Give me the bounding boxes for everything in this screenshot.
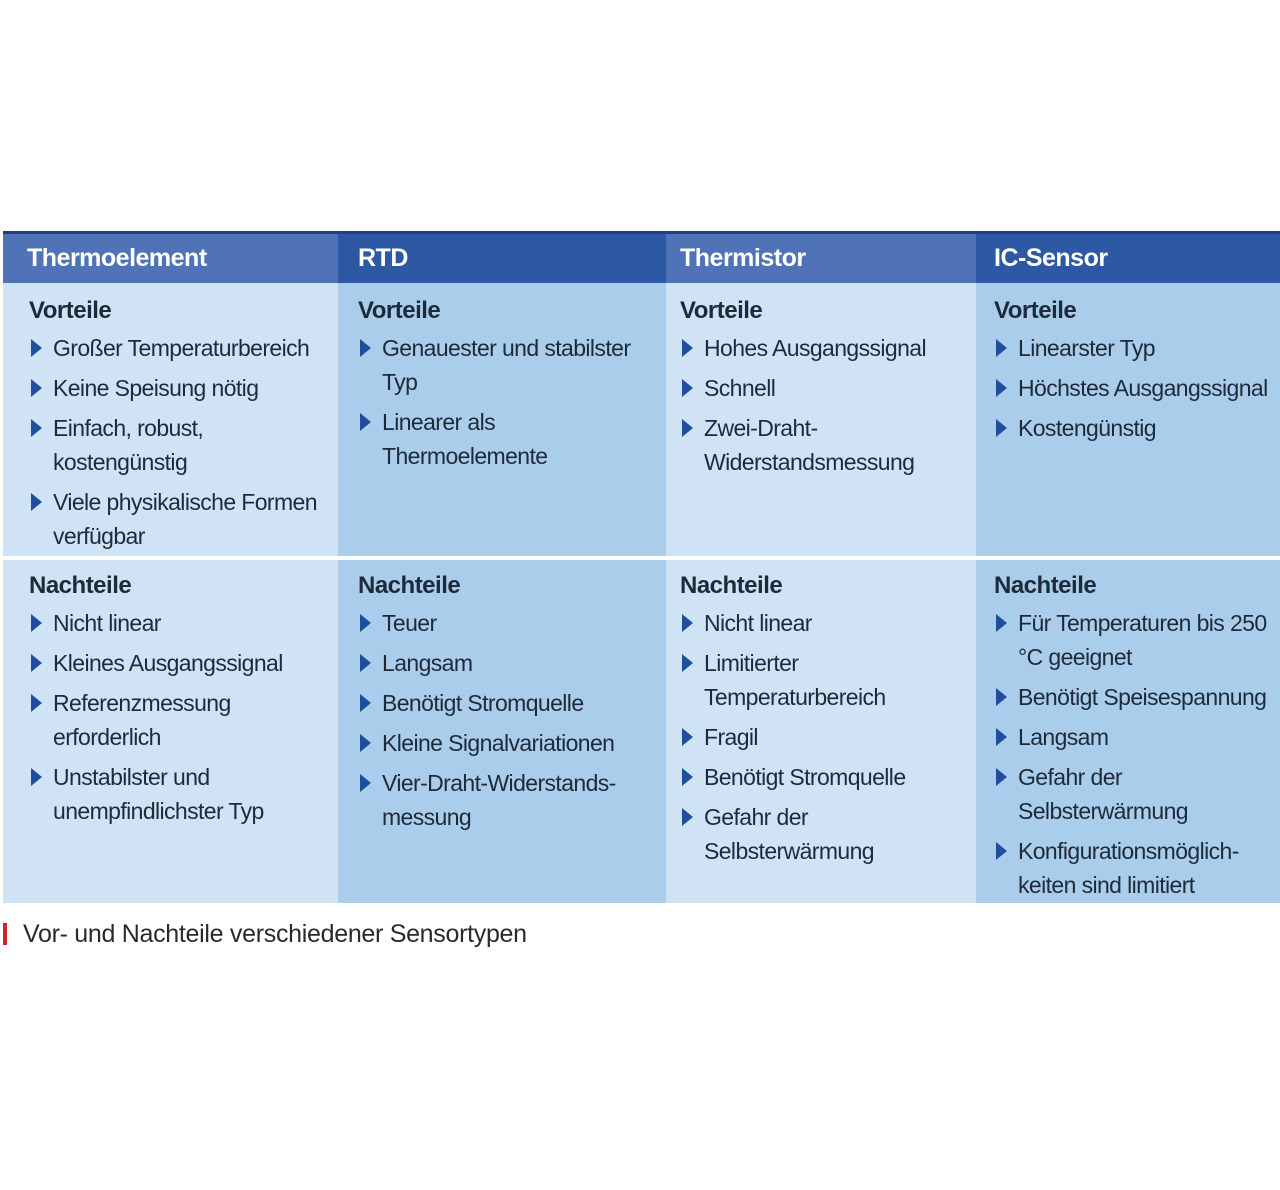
triangle-right-icon xyxy=(996,419,1007,437)
triangle-right-icon xyxy=(31,379,42,397)
list-item-text: Benötigt Stromquelle xyxy=(704,764,906,790)
list-item-text: Unstabilster und unempfindlichster Typ xyxy=(53,764,264,824)
list-item xyxy=(358,606,656,640)
pros-cell-thermoelement xyxy=(3,283,338,556)
list-item-text: Großer Temperaturbereich xyxy=(53,335,310,361)
triangle-right-icon xyxy=(996,339,1007,357)
triangle-right-icon xyxy=(996,688,1007,706)
list-item-text: Referenzmessung erforderlich xyxy=(53,690,231,750)
list-item-text: Höchstes Ausgangssignal xyxy=(1018,375,1268,401)
triangle-right-icon xyxy=(996,614,1007,632)
list-item xyxy=(358,331,656,399)
triangle-right-icon xyxy=(682,654,693,672)
cons-title: Nachteile xyxy=(358,572,461,599)
triangle-right-icon xyxy=(682,768,693,786)
list-item xyxy=(680,411,966,479)
list-item xyxy=(994,606,1270,674)
pros-list xyxy=(358,331,656,473)
triangle-right-icon xyxy=(360,774,371,792)
list-item xyxy=(994,760,1270,828)
list-item xyxy=(358,686,656,720)
list-item xyxy=(29,686,328,754)
pros-cell-ic-sensor xyxy=(976,283,1280,556)
list-item-text: Viele physikalische Formen verfügbar xyxy=(53,489,317,549)
list-item-text: Limitierter Temperaturbereich xyxy=(704,650,886,710)
list-item-text: Gefahr der Selbsterwärmung xyxy=(1018,764,1188,824)
pros-list xyxy=(680,331,966,479)
list-item xyxy=(680,646,966,714)
triangle-right-icon xyxy=(360,614,371,632)
cons-title: Nachteile xyxy=(29,572,132,599)
list-item-text: Gefahr der Selbsterwärmung xyxy=(704,804,874,864)
cons-title: Nachteile xyxy=(680,572,783,599)
pros-list xyxy=(994,331,1270,445)
list-item xyxy=(680,720,966,754)
triangle-right-icon xyxy=(31,493,42,511)
header-thermoelement: Thermoelement xyxy=(3,231,338,283)
triangle-right-icon xyxy=(682,419,693,437)
list-item-text: Langsam xyxy=(382,650,473,676)
cons-cell-ic-sensor xyxy=(976,556,1280,903)
triangle-right-icon xyxy=(996,379,1007,397)
list-item xyxy=(358,646,656,680)
triangle-right-icon xyxy=(360,339,371,357)
triangle-right-icon xyxy=(996,842,1007,860)
list-item xyxy=(680,760,966,794)
triangle-right-icon xyxy=(996,768,1007,786)
list-item xyxy=(29,760,328,828)
cons-cell-thermoelement xyxy=(3,556,338,903)
list-item-text: Kleines Ausgangssignal xyxy=(53,650,283,676)
caption-marker xyxy=(3,923,7,945)
triangle-right-icon xyxy=(682,808,693,826)
list-item-text: Hohes Ausgangssignal xyxy=(704,335,926,361)
cons-list xyxy=(680,606,966,868)
list-item xyxy=(29,646,328,680)
pros-cell-thermistor xyxy=(666,283,976,556)
list-item xyxy=(994,411,1270,445)
list-item-text: Genauester und stabilster Typ xyxy=(382,335,631,395)
list-item xyxy=(680,800,966,868)
triangle-right-icon xyxy=(31,614,42,632)
list-item-text: Linearster Typ xyxy=(1018,335,1155,361)
list-item-text: Teuer xyxy=(382,610,437,636)
list-item xyxy=(29,485,328,553)
pros-title: Vorteile xyxy=(994,297,1077,324)
list-item-text: Vier-Draht-Widerstands-messung xyxy=(382,770,616,830)
figure-caption xyxy=(3,916,527,952)
triangle-right-icon xyxy=(682,339,693,357)
caption-text: Vor- und Nachteile verschiedener Sensortypen xyxy=(23,919,527,948)
list-item xyxy=(680,371,966,405)
cons-cell-thermistor xyxy=(666,556,976,903)
header-rtd: RTD xyxy=(338,231,666,283)
list-item-text: Fragil xyxy=(704,724,758,750)
cons-list xyxy=(29,606,328,828)
list-item-text: Keine Speisung nötig xyxy=(53,375,259,401)
pros-title: Vorteile xyxy=(29,297,112,324)
list-item-text: Zwei-Draht-Widerstandsmessung xyxy=(704,415,915,475)
list-item-text: Konfigurationsmöglich-keiten sind limitiert xyxy=(1018,838,1239,898)
triangle-right-icon xyxy=(360,694,371,712)
list-item xyxy=(358,766,656,834)
list-item-text: Einfach, robust, kostengünstig xyxy=(53,415,204,475)
cons-list xyxy=(358,606,656,834)
list-item xyxy=(29,606,328,640)
list-item xyxy=(29,371,328,405)
triangle-right-icon xyxy=(31,339,42,357)
list-item-text: Linearer als Thermoelemente xyxy=(382,409,548,469)
triangle-right-icon xyxy=(31,654,42,672)
sensor-comparison-table xyxy=(3,231,1280,903)
cons-title: Nachteile xyxy=(994,572,1097,599)
triangle-right-icon xyxy=(31,694,42,712)
triangle-right-icon xyxy=(360,413,371,431)
list-item xyxy=(680,606,966,640)
list-item xyxy=(29,331,328,365)
triangle-right-icon xyxy=(682,728,693,746)
pros-list xyxy=(29,331,328,553)
list-item-text: Für Temperaturen bis 250 °C geeignet xyxy=(1018,610,1267,670)
list-item-text: Benötigt Stromquelle xyxy=(382,690,584,716)
list-item xyxy=(994,834,1270,902)
header-thermistor: Thermistor xyxy=(666,231,976,283)
cons-list xyxy=(994,606,1270,902)
list-item-text: Langsam xyxy=(1018,724,1109,750)
triangle-right-icon xyxy=(996,728,1007,746)
list-item-text: Kostengünstig xyxy=(1018,415,1156,441)
pros-cell-rtd xyxy=(338,283,666,556)
list-item xyxy=(994,720,1270,754)
list-item-text: Benötigt Speisespannung xyxy=(1018,684,1267,710)
triangle-right-icon xyxy=(682,379,693,397)
list-item-text: Kleine Signalvariationen xyxy=(382,730,615,756)
list-item xyxy=(994,680,1270,714)
list-item xyxy=(680,331,966,365)
list-item xyxy=(358,726,656,760)
list-item xyxy=(994,331,1270,365)
list-item xyxy=(994,371,1270,405)
triangle-right-icon xyxy=(682,614,693,632)
triangle-right-icon xyxy=(31,768,42,786)
triangle-right-icon xyxy=(360,654,371,672)
list-item-text: Nicht linear xyxy=(53,610,161,636)
triangle-right-icon xyxy=(31,419,42,437)
triangle-right-icon xyxy=(360,734,371,752)
header-ic-sensor: IC-Sensor xyxy=(976,231,1280,283)
list-item xyxy=(358,405,656,473)
list-item-text: Nicht linear xyxy=(704,610,812,636)
pros-title: Vorteile xyxy=(358,297,441,324)
pros-title: Vorteile xyxy=(680,297,763,324)
list-item-text: Schnell xyxy=(704,375,776,401)
cons-cell-rtd xyxy=(338,556,666,903)
list-item xyxy=(29,411,328,479)
